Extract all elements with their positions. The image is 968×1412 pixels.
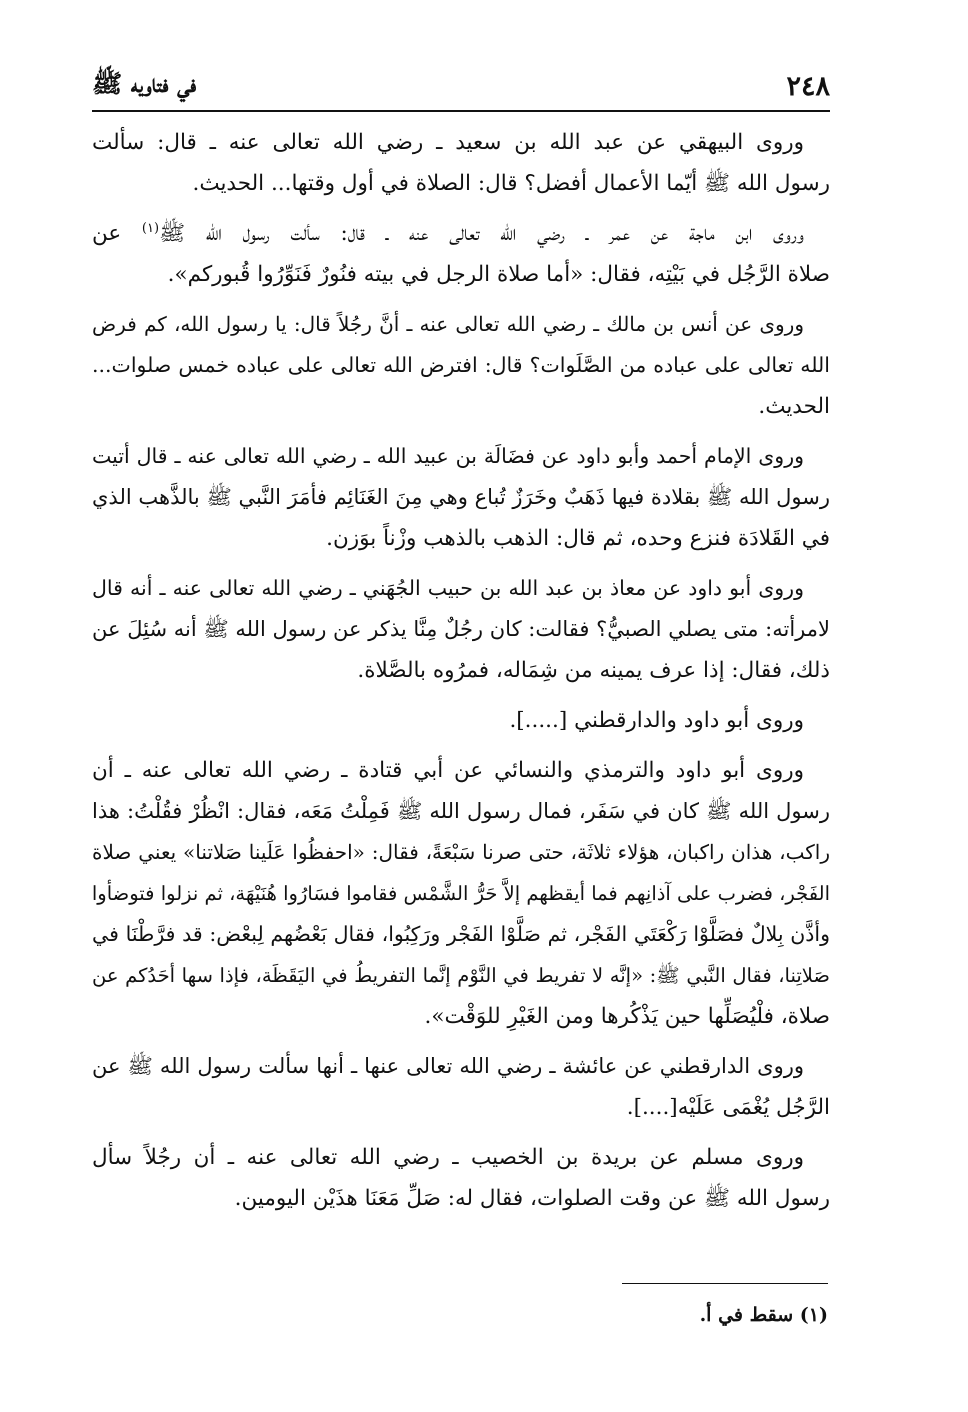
text-line: رسول الله ﷺ عن وقت الصلوات، فقال له: صَلِّ مَعَنَا هذَيْن اليومين.	[234, 1186, 830, 1211]
paragraph	[92, 750, 830, 1037]
page-header	[92, 62, 830, 110]
running-title: في فتاويه ﷺ	[92, 68, 197, 98]
text-line: وروى البيهقي عن عبد الله بن سعيد ـ رضي الله تعالى عنه ـ قال: سألت	[92, 130, 804, 155]
text-line: وروى مسلم عن بريدة بن الخصيب ـ رضي الله تعالى عنه ـ أن رجُلاً سأل	[92, 1145, 804, 1170]
body-text	[92, 122, 830, 1228]
text-line: في القَلادَة فنزع وحده، ثم قال: الذهب بالذهب وزْناً بوَزن.	[326, 526, 830, 551]
text-line: راكب، هذان راكبان، هؤلاء ثلاثَة، حتى صرنا سَبْعَةً، فقال: «احفظُوا عَلَينا صَلاتنا» يعني صلاة	[92, 840, 830, 864]
text-line: صلاة الرَّجُل في بَيْتِه، فقال: «أما صلاة الرجل في بيته فنُورٌ فَنَوِّرُوا قُبوركم».	[167, 262, 830, 287]
text-line: وروى أبو داود والترمذي والنسائي عن أبي قتادة ـ رضي الله تعالى عنه ـ أن	[92, 758, 804, 783]
text-line: الرَّجُل يُغْمَى عَلَيْه[....].	[626, 1095, 830, 1120]
paragraph	[92, 436, 830, 559]
header-rule	[92, 110, 830, 112]
footnote: (١) سقط في أ.	[699, 1304, 828, 1326]
text-line: صَلاتِنا، فقال النَّبي ﷺ: «إنَّه لا تفريط في النَّوْم إنَّما التفريطُ في اليَقَظَة، فإذا سها أحَدُكم عن	[92, 964, 830, 987]
text-line: وروى الإمام أحمد وأبو داود عن فضَالَة بن عبيد الله ـ رضي الله تعالى عنه ـ قال أتيت	[92, 444, 804, 468]
paragraph	[92, 568, 830, 691]
text-line: الفَجْر، فضرب على آذانِهم فما أيقظهم إلاَّ حَرُّ الشَّمْس فقاموا فسَارُوا هُنَيْهَة، ثم نزلوا فتوضأوا	[91, 882, 830, 905]
footnote-reference: (١)	[141, 220, 160, 236]
paragraph	[92, 1137, 830, 1219]
text-line: وروى الدارقطني عن عائشة ـ رضي الله تعالى عنها ـ أنها سألت رسول الله ﷺ عن	[92, 1054, 804, 1078]
footnote-rule	[622, 1283, 828, 1284]
text-line-tail: عن	[92, 221, 122, 246]
text-line: رسول الله ﷺ كان في سَفَر، فمال رسول الله ﷺ فَمِلْتُ مَعَه، فقال: انْظُرْ فقُلْتُ: هذا	[92, 799, 830, 823]
text-line: وروى أبو داود عن معاذ بن عبد الله بن حبيب الجُهَني ـ رضي الله تعالى عنه ـ أنه قال	[92, 576, 804, 600]
text-line: صلاة، فلْيُصَلِّها حين يَذْكُرها ومن الغَيْرِ للوَقْت».	[424, 1004, 830, 1029]
text-line: الحديث.	[758, 394, 830, 419]
text-line-body: وروى ابن ماجة عن عمر ـ رضي الله تعالى عنه ـ قال: سألت رسول الله ﷺ	[159, 221, 804, 246]
text-line: وروى أبو داود والدارقطني [.....].	[509, 708, 804, 733]
paragraph	[92, 1046, 830, 1128]
text-line	[92, 213, 830, 254]
text-line: الله تعالى على عباده من الصَّلَوات؟ قال: افترض الله تعالى على عباده خمس صلوات...	[92, 353, 830, 377]
text-line: رسول الله ﷺ أيّما الأعمال أفضل؟ قال: الصلاة في أول وقتها... الحديث.	[192, 171, 830, 196]
paragraph	[92, 700, 830, 741]
paragraph	[92, 304, 830, 427]
page-number: ٢٤٨	[786, 70, 830, 102]
text-line: وروى عن أنس بن مالك ـ رضي الله تعالى عنه ـ أنَّ رجُلاً قال: يا رسول الله، كم فرض	[92, 312, 804, 336]
paragraph	[92, 122, 830, 204]
paragraph	[92, 213, 830, 295]
text-line: رسول الله ﷺ بقلادة فيها ذَهَبٌ وخَرَزٌ تُباع وهي مِنَ الغَنَائِم فأمَرَ النَّبي ﷺ بالذَّهب الذي	[92, 485, 830, 509]
text-line: لامرأته: متى يصلي الصبيُّ؟ فقالت: كان رجُلٌ مِنَّا يذكر عن رسول الله ﷺ أنه سُئِلَ عن	[92, 617, 830, 641]
text-line: ذلك، فقال: إذا عرف يمينه من شِمَاله، فمرُوه بالصَّلاة.	[357, 658, 830, 683]
text-line: وأذَّن بِلالٌ فصَلَّوْا رَكْعَتَي الفَجْر، ثم صَلَّوْا الفَجْر ورَكِبُوا، فقال بَعْضُهم لِبعْض: قد فرَّطْنَا في	[92, 922, 830, 946]
